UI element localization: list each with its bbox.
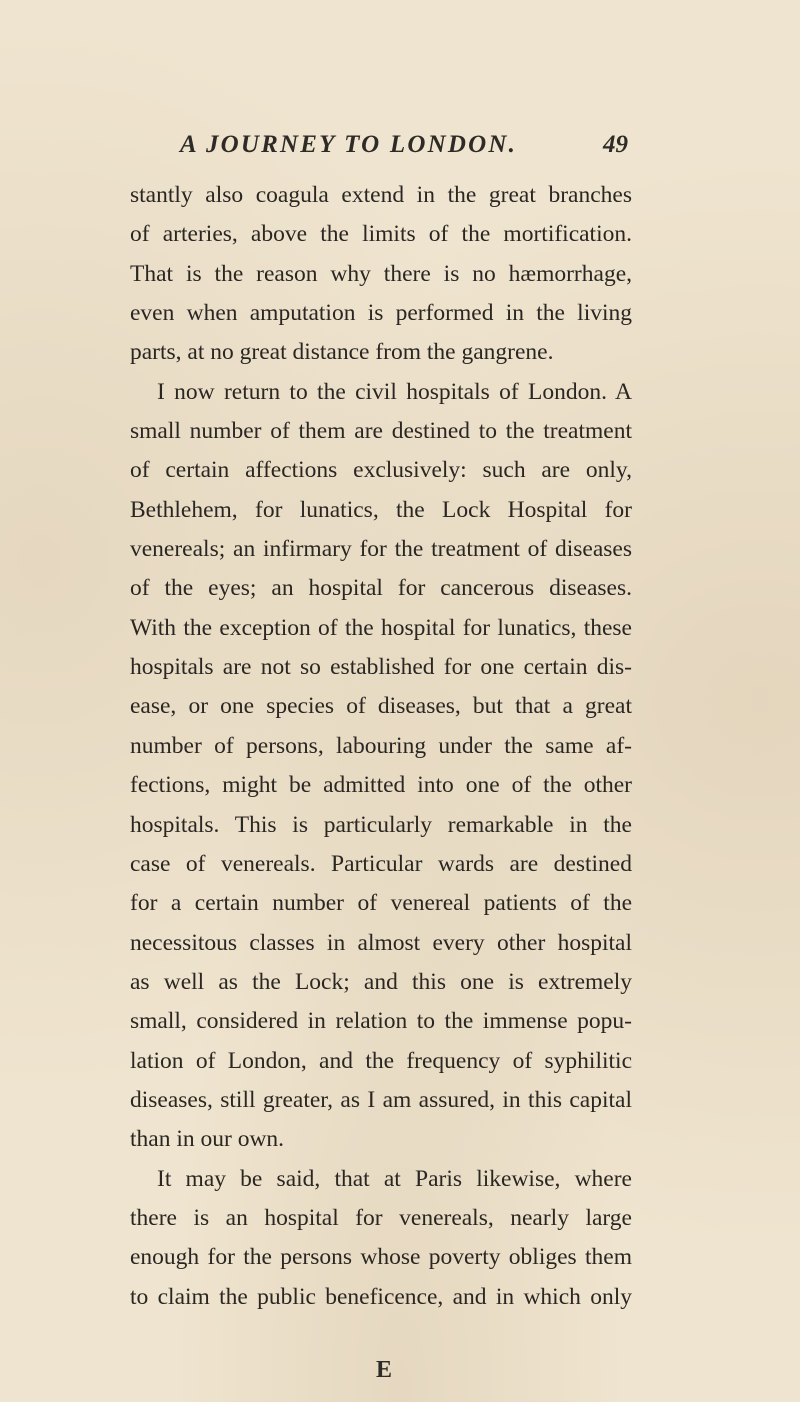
text-line: enough for the persons whose poverty obliges them	[130, 1244, 632, 1271]
text-line: number of persons, labouring under the same af-	[130, 732, 632, 759]
text-line: as well as the Lock; and this one is extremely	[130, 968, 632, 995]
text-line: That is the reason why there is no hæmorrhage,	[130, 260, 632, 287]
text-line: of the eyes; an hospital for cancerous diseases.	[130, 575, 632, 602]
text-line: stantly also coagula extend in the great branches	[130, 182, 632, 208]
text-line: lation of London, and the frequency of syphilitic	[130, 1047, 632, 1074]
text-line: necessitous classes in almost every other hospital	[130, 929, 632, 956]
text-line: hospitals are not so established for one certain dis-	[130, 654, 632, 681]
text-line: It may be said, that at Paris likewise, where	[157, 1165, 632, 1192]
page-header	[180, 131, 628, 165]
text-line: ease, or one species of diseases, but that a great	[130, 693, 632, 720]
text-line: Bethlehem, for lunatics, the Lock Hospital for	[130, 496, 632, 523]
text-line: fections, might be admitted into one of the other	[130, 772, 632, 799]
text-line: hospitals. This is particularly remarkable in the	[130, 811, 632, 838]
text-line: parts, at no great distance from the gangrene.	[130, 339, 554, 366]
signature-mark: E	[376, 1357, 393, 1383]
text-line: of certain affections exclusively: such are only,	[130, 457, 632, 484]
text-line: of arteries, above the limits of the mortification.	[130, 221, 632, 248]
text-line: to claim the public beneficence, and in which only	[130, 1283, 632, 1310]
text-line: case of venereals. Particular wards are destined	[130, 850, 632, 877]
text-line: even when amputation is performed in the living	[130, 300, 632, 327]
text-line: there is an hospital for venereals, nearly large	[130, 1204, 632, 1231]
text-line: small, considered in relation to the immense popu-	[130, 1008, 632, 1035]
text-line: With the exception of the hospital for lunatics, these	[130, 614, 632, 641]
text-line: diseases, still greater, as I am assured, in this capital	[130, 1086, 632, 1113]
body-text	[130, 176, 632, 1317]
running-title: A JOURNEY TO LONDON.	[180, 131, 518, 158]
page-number: 49	[603, 131, 628, 158]
text-line: venereals; an infirmary for the treatment of diseases	[130, 536, 632, 563]
text-line: I now return to the civil hospitals of London. A	[157, 378, 632, 405]
text-line: small number of them are destined to the treatment	[130, 418, 632, 445]
text-line: than in our own.	[130, 1126, 285, 1153]
text-line: for a certain number of venereal patients of the	[130, 890, 632, 917]
